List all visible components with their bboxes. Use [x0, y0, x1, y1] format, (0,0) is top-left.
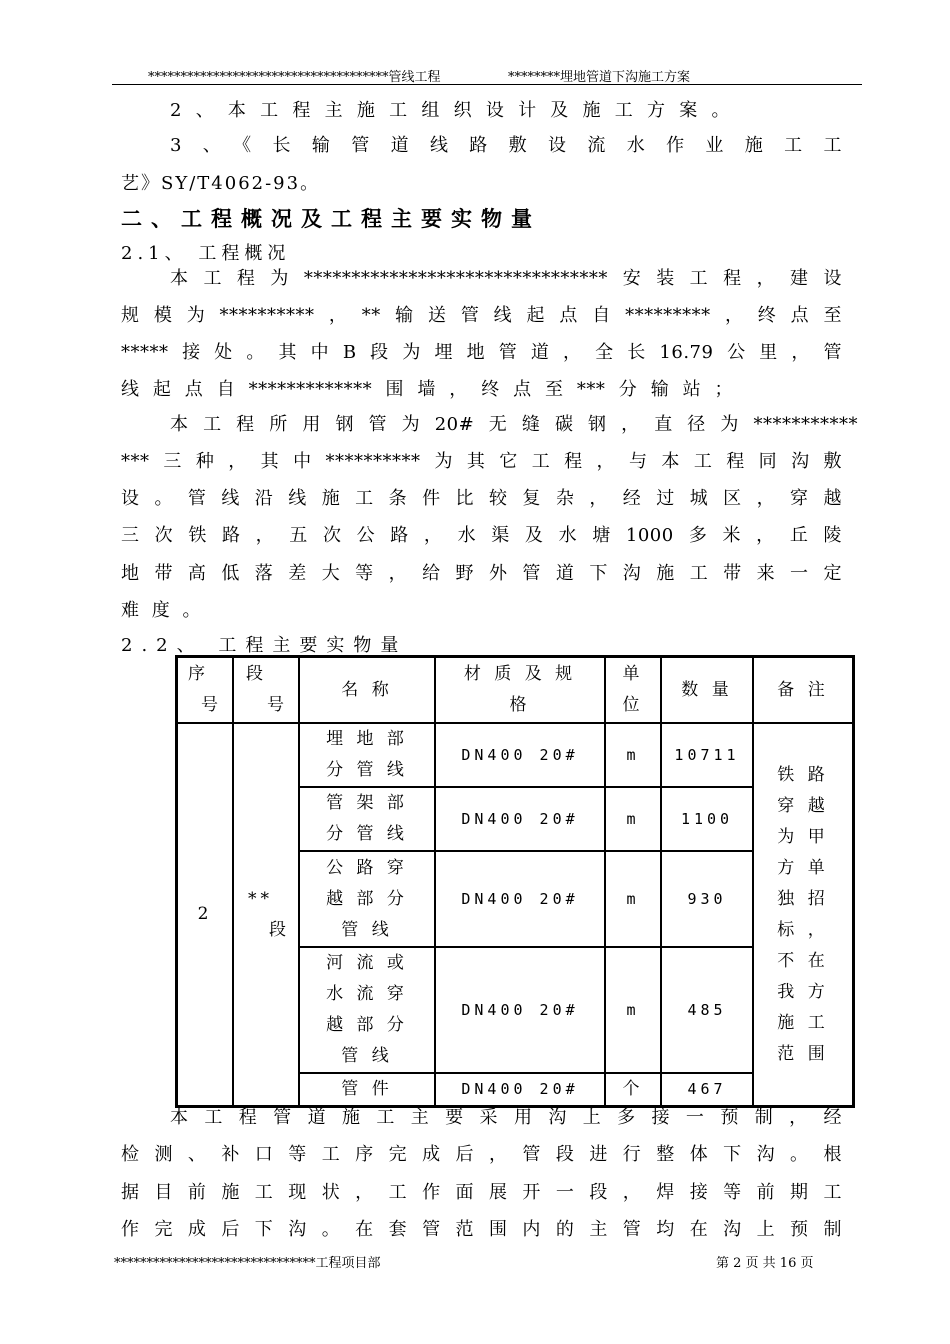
header-qty: 数 量: [661, 657, 753, 723]
para3-line3: 据目前施工现状，工作面展开一段，焊接等前期工: [121, 1182, 842, 1203]
header-unit: 单 位: [605, 657, 661, 723]
para1-line4: 线起点自*************围墙，终点至***分输站；: [121, 379, 733, 400]
name-cell: 管 件: [299, 1073, 435, 1106]
remark-cell: 铁 路 穿 越 为 甲 方 单 独 招 标 ， 不 在 我 方 施 工 范 围: [753, 723, 853, 1106]
para2-line1: 本工程所用钢管为20#无缝碳钢，直径为***********: [170, 414, 858, 435]
reference-item-2: 2、本工程主施工组织设计及施工方案。: [170, 100, 730, 121]
page-number: 第 2 页 共 16 页: [716, 1256, 814, 1271]
unit-cell: m: [605, 787, 661, 851]
table-header-row: [177, 657, 853, 723]
subsection-heading-2-2: 2.2、 工程主要实物量: [121, 635, 408, 656]
name-cell: 管 架 部 分 管 线: [299, 787, 435, 851]
qty-cell: 485: [661, 947, 753, 1073]
segment-cell: ** 段: [233, 723, 299, 1106]
reference-item-3-cont: 艺》SY/T4062-93。: [121, 173, 321, 194]
para2-line3: 设。管线沿线施工条件比较复杂，经过城区，穿越: [121, 488, 842, 509]
name-cell: 河 流 或 水 流 穿 越 部 分 管 线: [299, 947, 435, 1073]
material-cell: DN400 20#: [435, 1073, 605, 1106]
section-heading: 二、工程概况及工程主要实物量: [121, 207, 541, 231]
header-segment: 段 号: [233, 657, 299, 723]
para2-line2: ***三种，其中**********为其它工程，与本工程同沟敷: [121, 451, 842, 472]
para2-line6: 难度。: [121, 600, 201, 621]
unit-cell: m: [605, 723, 661, 787]
unit-cell: m: [605, 851, 661, 947]
qty-cell: 10711: [661, 723, 753, 787]
name-cell: 埋 地 部 分 管 线: [299, 723, 435, 787]
header-material: 材 质 及 规 格: [435, 657, 605, 723]
para1-line1: 本工程为********************************安装工程，建设: [170, 268, 842, 289]
para1-line3: *****接处。其中B段为埋地管道，全长16.79公里，管: [121, 342, 842, 363]
para2-line4: 三次铁路，五次公路，水渠及水塘1000多米，丘陵: [121, 525, 842, 546]
material-cell: DN400 20#: [435, 851, 605, 947]
header-name: 名 称: [299, 657, 435, 723]
header-right-text: ********埋地管道下沟施工方案: [508, 70, 691, 85]
header-rule: [112, 84, 862, 85]
material-cell: DN400 20#: [435, 787, 605, 851]
unit-cell: 个: [605, 1073, 661, 1106]
table-row: [177, 723, 853, 787]
para3-line1: 本工程管道施工主要采用沟上多接一预制，经: [170, 1107, 842, 1128]
unit-cell: m: [605, 947, 661, 1073]
footer-left-text: *******************************工程项目部: [114, 1256, 381, 1271]
header-remark: 备 注: [753, 657, 853, 723]
reference-item-3: 3、《长输管道线路敷设流水作业施工工: [170, 135, 842, 156]
para2-line5: 地带高低落差大等，给野外管道下沟施工带来一定: [121, 563, 842, 584]
subsection-heading-2-1: 2.1、 工程概况: [121, 243, 291, 264]
qty-cell: 1100: [661, 787, 753, 851]
seq-cell: 2: [177, 723, 233, 1106]
name-cell: 公 路 穿 越 部 分 管 线: [299, 851, 435, 947]
quantities-table: [175, 655, 855, 1108]
para1-line2: 规模为**********，**输送管线起点自*********，终点至: [121, 305, 842, 326]
material-cell: DN400 20#: [435, 947, 605, 1073]
qty-cell: 467: [661, 1073, 753, 1106]
header-left-text: *************************************管线工程: [148, 70, 441, 85]
para3-line4: 作完成后下沟。在套管范围内的主管均在沟上预制: [121, 1219, 842, 1240]
material-cell: DN400 20#: [435, 723, 605, 787]
para3-line2: 检测、补口等工序完成后，管段进行整体下沟。根: [121, 1144, 842, 1165]
qty-cell: 930: [661, 851, 753, 947]
header-seq: 序 号: [177, 657, 233, 723]
